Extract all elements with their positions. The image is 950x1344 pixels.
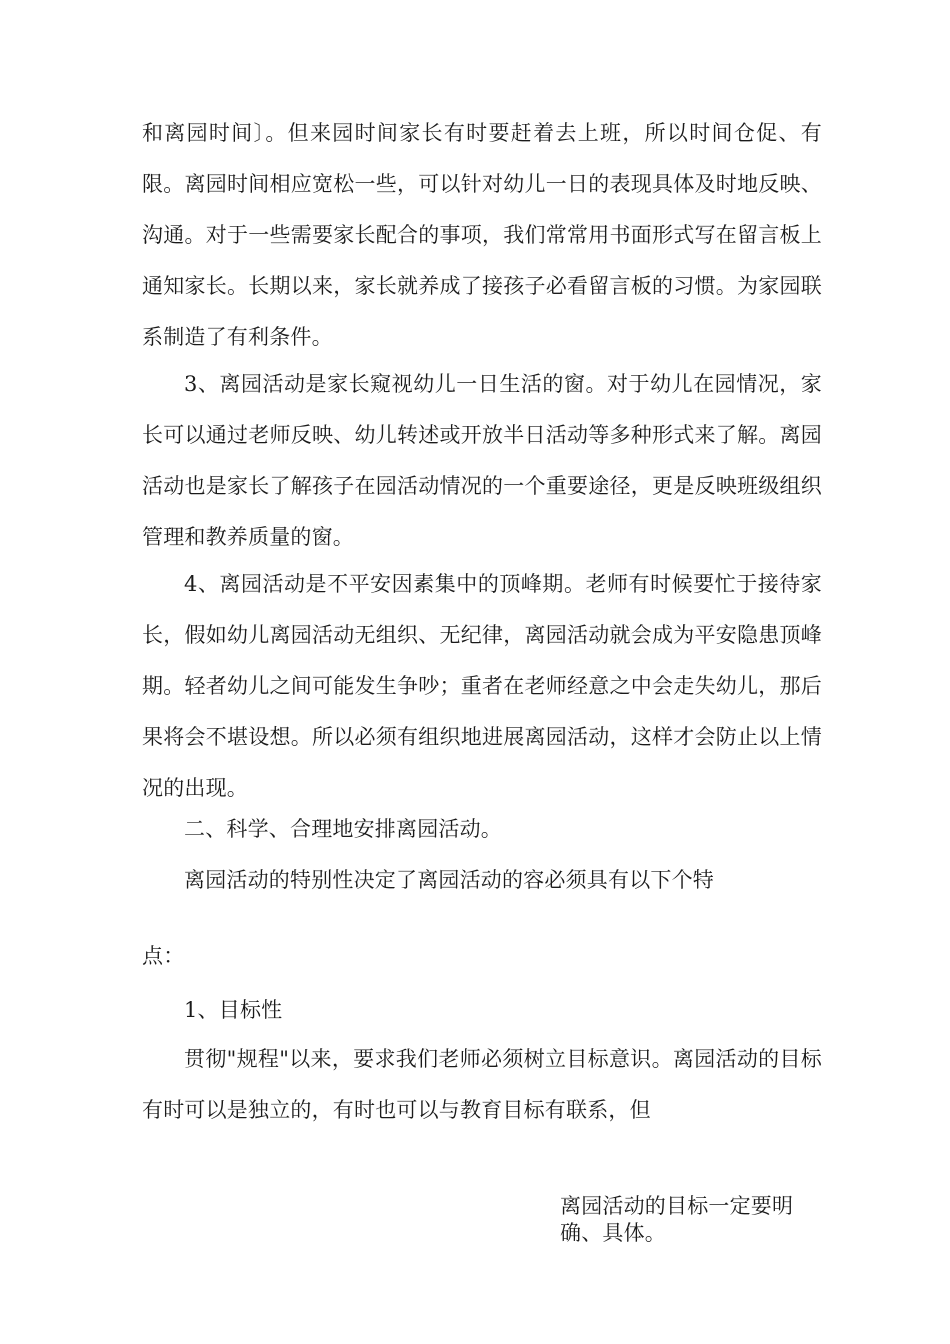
paragraph-point-3: 3、离园活动是家长窥视幼儿一日生活的窗。对于幼儿在园情况，家长可以通过老师反映、幼儿转述或开放半日活动等多种形式来了解。离园活动也是家长了解孩子在园活动情况的一个重要途径，更是反映班级组织管理和教养质量的窗。 [142, 372, 822, 549]
subheading-goal: 1、目标性 [184, 998, 283, 1022]
footer-note: 离园活动的目标一定要明确、具体。 [560, 1194, 794, 1245]
section-heading-2: 二、科学、合理地安排离园活动。 [184, 817, 502, 841]
paragraph-goal-body: 贯彻"规程"以来，要求我们老师必须树立目标意识。离园活动的目标有时可以是独立的，有时也可以与教育目标有联系，但 [142, 1047, 822, 1122]
paragraph-point-4: 4、离园活动是不平安因素集中的顶峰期。老师有时候要忙于接待家长，假如幼儿离园活动无组织、无纪律，离园活动就会成为平安隐患顶峰期。轻者幼儿之间可能发生争吵；重者在老师经意之中会走失幼儿，那后果将会不堪设想。所以必须有组织地进展离园活动，这样才会防止以上情况的出现。 [142, 572, 822, 800]
paragraph-continuation: 和离园时间〕。但来园时间家长有时要赶着去上班，所以时间仓促、有限。离园时间相应宽松一些，可以针对幼儿一日的表现具体及时地反映、沟通。对于一些需要家长配合的事项，我们常常用书面形式写在留言板上通知家长。长期以来，家长就养成了接孩子必看留言板的习惯。为家园联系制造了有利条件。 [142, 121, 822, 349]
paragraph-intro-end: 点： [142, 944, 185, 968]
paragraph-intro: 离园活动的特别性决定了离园活动的容必须具有以下个特 [184, 868, 714, 892]
